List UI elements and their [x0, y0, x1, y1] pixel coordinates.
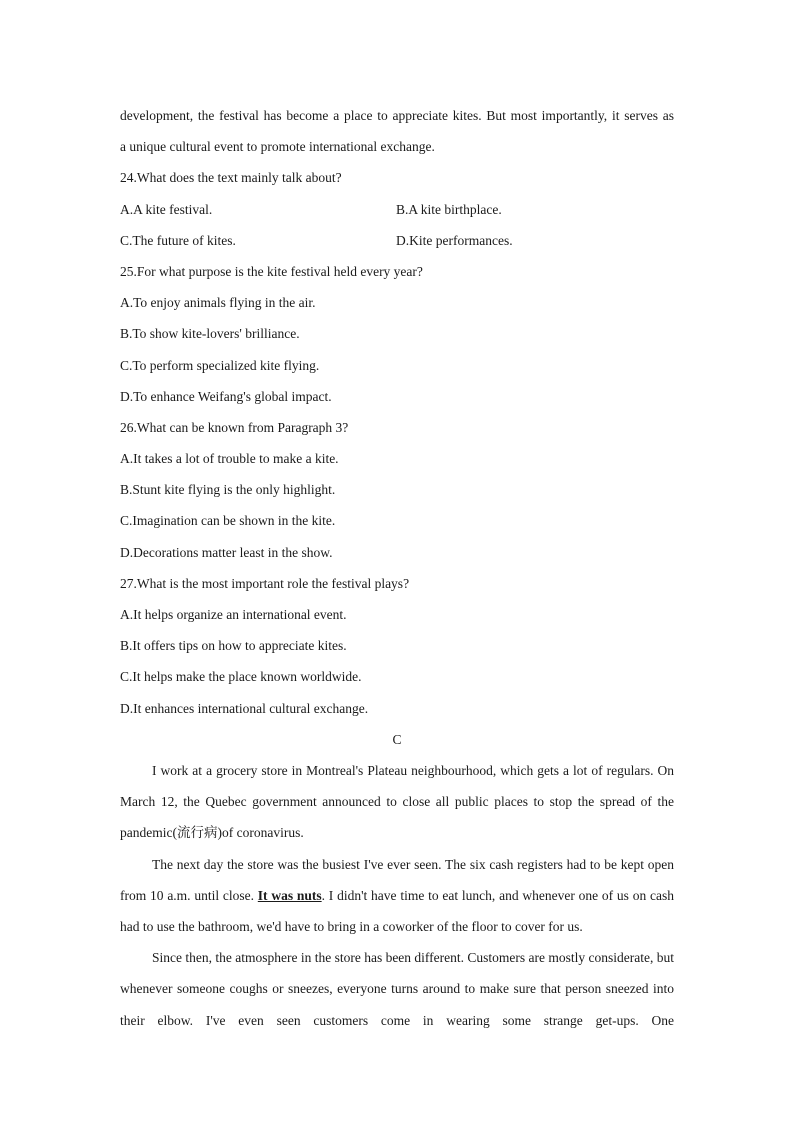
- question-24-option-a: A.A kite festival.: [120, 201, 213, 217]
- question-24-options-row-2: [120, 225, 674, 256]
- document-page: [120, 100, 674, 1036]
- paragraph-2-text-end: . I didn't have time to eat lunch, and whenever one of us on cash had to use the bathroom, we'd have to bring in a coworker of the floor to cover for us.: [120, 887, 674, 934]
- question-27-option-a: A.It helps organize an international event.: [120, 607, 347, 622]
- underlined-phrase: It was nuts: [257, 887, 322, 903]
- section-c-paragraph-3: Since then, the atmosphere in the store has been different. Customers are mostly considerate, but whenever someone coughs or sneezes, everyone turns around to make sure that person sneezed into their elbow. I've even seen customers come in wearing some strange get-ups. One: [120, 950, 674, 1028]
- question-26-stem: 26.What can be known from Paragraph 3?: [120, 419, 349, 435]
- question-27-option-c: C.It helps make the place known worldwide.: [120, 669, 362, 685]
- question-26-option-c: C.Imagination can be shown in the kite.: [120, 513, 336, 529]
- question-25-option-d: D.To enhance Weifang's global impact.: [120, 388, 332, 404]
- question-24-stem: 24.What does the text mainly talk about?: [120, 170, 342, 186]
- question-27-stem: 27.What is the most important role the festival plays?: [120, 575, 410, 591]
- intro-line-1: development, the festival has become a place to appreciate kites. But most importantly, it serves as: [120, 108, 674, 123]
- question-27-option-d: D.It enhances international cultural exchange.: [120, 700, 369, 716]
- section-c-paragraph-2: [120, 849, 674, 943]
- question-24-options-row-1: [120, 194, 674, 225]
- section-c-paragraph-1: I work at a grocery store in Montreal's Plateau neighbourhood, which gets a lot of regulars. On March 12, the Quebec government announced to close all public places to stop the spread of the pandemic(流行病)of coronavirus.: [120, 762, 674, 841]
- question-25-option-c: C.To perform specialized kite flying.: [120, 357, 320, 373]
- question-24-option-b: B.A kite birthplace.: [396, 201, 502, 217]
- question-25-stem: 25.For what purpose is the kite festival held every year?: [120, 263, 423, 279]
- question-24-option-d: D.Kite performances.: [396, 232, 513, 248]
- question-25-option-b: B.To show kite-lovers' brilliance.: [120, 326, 300, 342]
- paragraph-2-text-start: The next day the store was the busiest I've ever seen. The six cash registers had to be kept open from 10 a.m. until close.: [120, 856, 674, 903]
- question-26-option-b: B.Stunt kite flying is the only highlight.: [120, 482, 336, 498]
- question-26-option-a: A.It takes a lot of trouble to make a kite.: [120, 451, 339, 467]
- intro-line-2: a unique cultural event to promote international exchange.: [120, 139, 435, 155]
- question-24-option-c: C.The future of kites.: [120, 232, 236, 248]
- question-25-option-a: A.To enjoy animals flying in the air.: [120, 295, 316, 311]
- question-27-option-b: B.It offers tips on how to appreciate kites.: [120, 638, 347, 654]
- question-26-option-d: D.Decorations matter least in the show.: [120, 544, 333, 560]
- section-c-heading: C: [392, 731, 402, 747]
